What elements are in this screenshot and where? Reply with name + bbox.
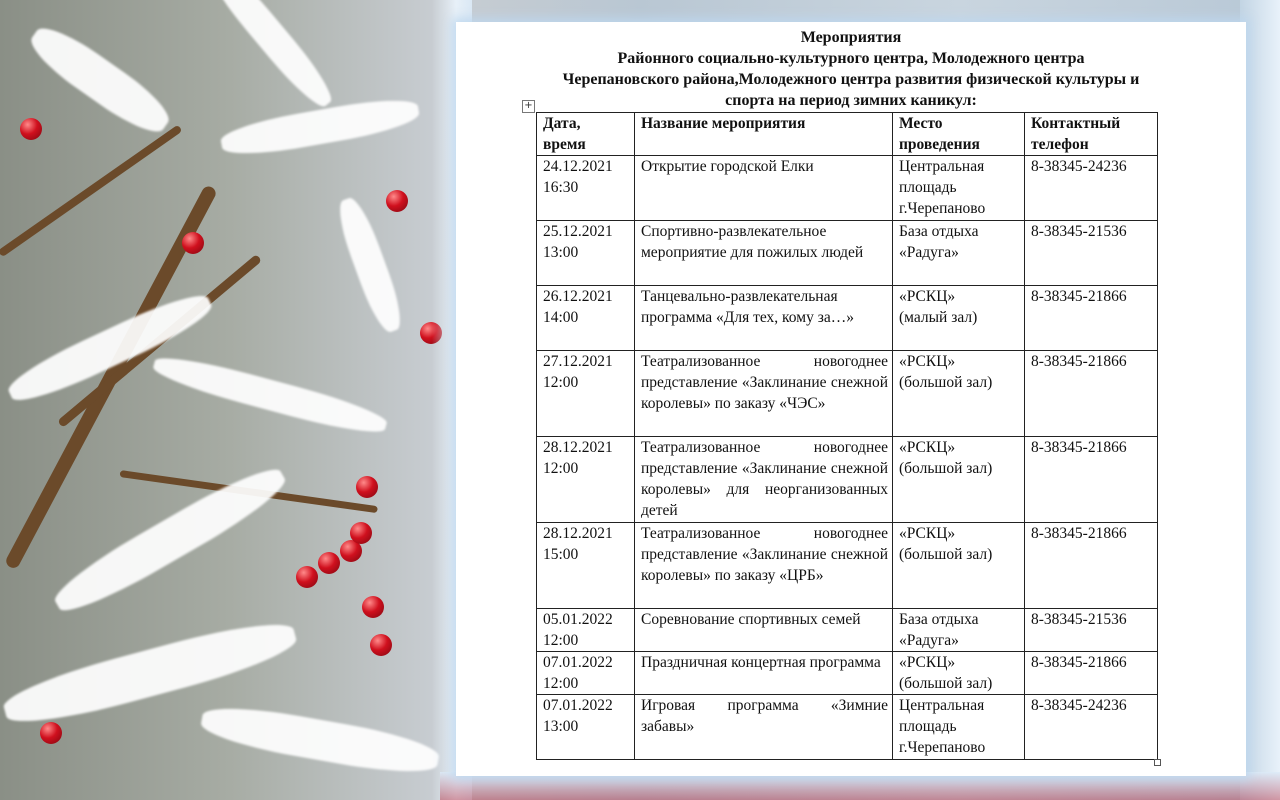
place-line: «РСКЦ» [899, 353, 956, 370]
time: 16:30 [543, 179, 579, 196]
berry [296, 566, 318, 588]
berry [40, 722, 62, 744]
berry [182, 232, 204, 254]
date-cell [537, 437, 635, 523]
date-cell [537, 523, 635, 609]
place-cell [893, 351, 1025, 437]
phone: 8-38345-21866 [1025, 523, 1158, 609]
title-line: Мероприятия [800, 29, 902, 46]
branch [0, 125, 183, 258]
event-name: Танцевально-развлекательная программа «Для тех, кому за…» [635, 286, 893, 351]
place-cell [893, 437, 1025, 523]
place-line: Центральная [899, 697, 985, 714]
table-row [537, 523, 1158, 609]
snow-clump [201, 0, 340, 114]
date: 05.01.2022 [543, 611, 613, 628]
document-page [456, 22, 1246, 776]
header-text: Контактный [1031, 115, 1121, 132]
time: 12:00 [543, 374, 579, 391]
place-line: (малый зал) [899, 309, 978, 326]
phone: 8-38345-24236 [1025, 156, 1158, 221]
date-cell [537, 221, 635, 286]
title-line: Районного социально-культурного центра, Молодежного центра [617, 50, 1085, 67]
place-line: «Радуга» [899, 244, 959, 261]
berry [20, 118, 42, 140]
berry [370, 634, 392, 656]
place-cell [893, 695, 1025, 760]
date: 27.12.2021 [543, 353, 613, 370]
place-line: (большой зал) [899, 460, 993, 477]
place-line: площадь [899, 718, 957, 735]
table-row [537, 351, 1158, 437]
berry [356, 476, 378, 498]
time: 13:00 [543, 718, 579, 735]
event-name: Театрализованное новогоднее представление «Заклинание снежной королевы» по заказу «ЦРБ» [635, 523, 893, 609]
place-line: площадь [899, 179, 957, 196]
date: 25.12.2021 [543, 223, 613, 240]
place-line: г.Черепаново [899, 200, 986, 217]
place-line: (большой зал) [899, 374, 993, 391]
frost-edge [440, 772, 1280, 800]
time: 12:00 [543, 675, 579, 692]
date: 28.12.2021 [543, 439, 613, 456]
event-name: Игровая программа «Зимние забавы» [635, 695, 893, 760]
place-line: «РСКЦ» [899, 288, 956, 305]
header-date [537, 113, 635, 156]
table-row [537, 437, 1158, 523]
phone: 8-38345-21536 [1025, 609, 1158, 652]
time: 12:00 [543, 632, 579, 649]
snow-clump [332, 194, 408, 336]
table-row [537, 156, 1158, 221]
place-cell [893, 652, 1025, 695]
document-title [456, 27, 1246, 111]
date: 24.12.2021 [543, 158, 613, 175]
event-name: Театрализованное новогоднее представление «Заклинание снежной королевы» по заказу «ЧЭС» [635, 351, 893, 437]
event-name: Открытие городской Елки [635, 156, 893, 221]
phone: 8-38345-21866 [1025, 351, 1158, 437]
table-header-row [537, 113, 1158, 156]
table-row [537, 286, 1158, 351]
event-name: Спортивно-развлекательное мероприятие для пожилых людей [635, 221, 893, 286]
place-line: (большой зал) [899, 546, 993, 563]
date: 07.01.2022 [543, 654, 613, 671]
place-line: «Радуга» [899, 632, 959, 649]
place-line: База отдыха [899, 223, 979, 240]
place-cell [893, 523, 1025, 609]
phone: 8-38345-21866 [1025, 286, 1158, 351]
table-row [537, 695, 1158, 760]
table-row [537, 652, 1158, 695]
place-cell [893, 221, 1025, 286]
header-place [893, 113, 1025, 156]
date-cell [537, 609, 635, 652]
berry [350, 522, 372, 544]
time: 12:00 [543, 460, 579, 477]
header-text: Место [899, 115, 943, 132]
place-line: «РСКЦ» [899, 654, 956, 671]
place-line: г.Черепаново [899, 739, 986, 756]
title-line: спорта на период зимних каникул: [725, 92, 977, 109]
snow-clump [23, 18, 177, 143]
phone: 8-38345-21866 [1025, 652, 1158, 695]
place-line: Центральная [899, 158, 985, 175]
phone: 8-38345-21536 [1025, 221, 1158, 286]
table-row [537, 609, 1158, 652]
place-cell [893, 609, 1025, 652]
frost-edge [1240, 0, 1280, 800]
table-resize-handle[interactable] [1154, 759, 1161, 766]
time: 15:00 [543, 546, 579, 563]
phone: 8-38345-21866 [1025, 437, 1158, 523]
event-name: Соревнование спортивных семей [635, 609, 893, 652]
date-cell [537, 156, 635, 221]
time: 13:00 [543, 244, 579, 261]
date: 26.12.2021 [543, 288, 613, 305]
place-line: База отдыха [899, 611, 979, 628]
event-name: Праздничная концертная программа [635, 652, 893, 695]
header-text: Дата, [543, 115, 581, 132]
date-cell [537, 652, 635, 695]
place-line: «РСКЦ» [899, 525, 956, 542]
date: 28.12.2021 [543, 525, 613, 542]
place-line: «РСКЦ» [899, 439, 956, 456]
berry [362, 596, 384, 618]
event-name: Театрализованное новогоднее представление «Заклинание снежной королевы» для неорганизованных детей [635, 437, 893, 523]
snow-clump [150, 349, 390, 440]
header-text: телефон [1031, 136, 1089, 153]
berry [386, 190, 408, 212]
place-cell [893, 156, 1025, 221]
date-cell [537, 351, 635, 437]
date: 07.01.2022 [543, 697, 613, 714]
header-text: проведения [899, 136, 980, 153]
header-phone [1025, 113, 1158, 156]
header-name: Название мероприятия [635, 113, 893, 156]
events-table [536, 112, 1158, 760]
snow-clump [198, 699, 441, 780]
date-cell [537, 695, 635, 760]
date-cell [537, 286, 635, 351]
berry [318, 552, 340, 574]
title-line: Черепановского района,Молодежного центра развития физической культуры и [562, 71, 1140, 88]
header-text: время [543, 136, 586, 153]
time: 14:00 [543, 309, 579, 326]
place-cell [893, 286, 1025, 351]
place-line: (большой зал) [899, 675, 993, 692]
table-move-handle-icon[interactable]: + [522, 100, 535, 113]
table-row [537, 221, 1158, 286]
phone: 8-38345-24236 [1025, 695, 1158, 760]
